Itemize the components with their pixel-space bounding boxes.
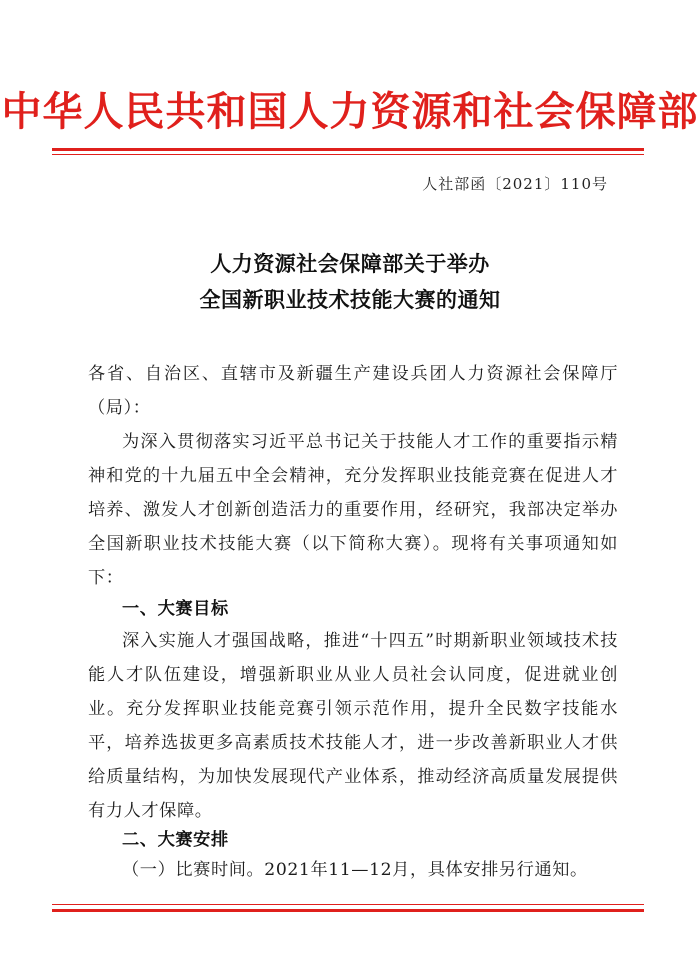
document-number: 人社部函〔2021〕110号	[422, 175, 608, 193]
document-title-line-2: 全国新职业技术技能大赛的通知	[199, 287, 501, 312]
section-1-heading: 一、大赛目标	[122, 599, 229, 619]
section-1-paragraph: 深入实施人才强国战略，推进“十四五”时期新职业领域技术技能人才队伍建设，增强新职业从业人员社会认同度，促进就业创业。充分发挥职业技能竞赛引领示范作用，提升全民数字技能水平，培养选拔更多高素质技术技能人才，进一步改善新职业人才供给质量结构，为加快发展现代产业体系，推动经济高质量发展提供有力人才保障。	[88, 631, 618, 821]
section-2-item-1: （一）比赛时间。2021年11—12月，具体安排另行通知。	[122, 860, 588, 880]
intro-paragraph: 为深入贯彻落实习近平总书记关于技能人才工作的重要指示精神和党的十九届五中全会精神，充分发挥职业技能竞赛在促进人才培养、激发人才创新创造活力的重要作用，经研究，我部决定举办全国新职业技术技能大赛（以下简称大赛）。现将有关事项通知如下：	[88, 432, 618, 588]
addressee: 各省、自治区、直辖市及新疆生产建设兵团人力资源社会保障厅（局）：	[88, 364, 618, 418]
document-title-line-1: 人力资源社会保障部关于举办	[210, 251, 490, 276]
letterhead-rule-thick	[52, 148, 644, 151]
letterhead-rule-thin	[52, 154, 644, 155]
letterhead-title: 中华人民共和国人力资源和社会保障部	[1, 88, 699, 135]
footer-rule-thin	[52, 904, 644, 905]
footer-rule-thick	[52, 909, 644, 912]
section-2-heading: 二、大赛安排	[122, 830, 229, 850]
